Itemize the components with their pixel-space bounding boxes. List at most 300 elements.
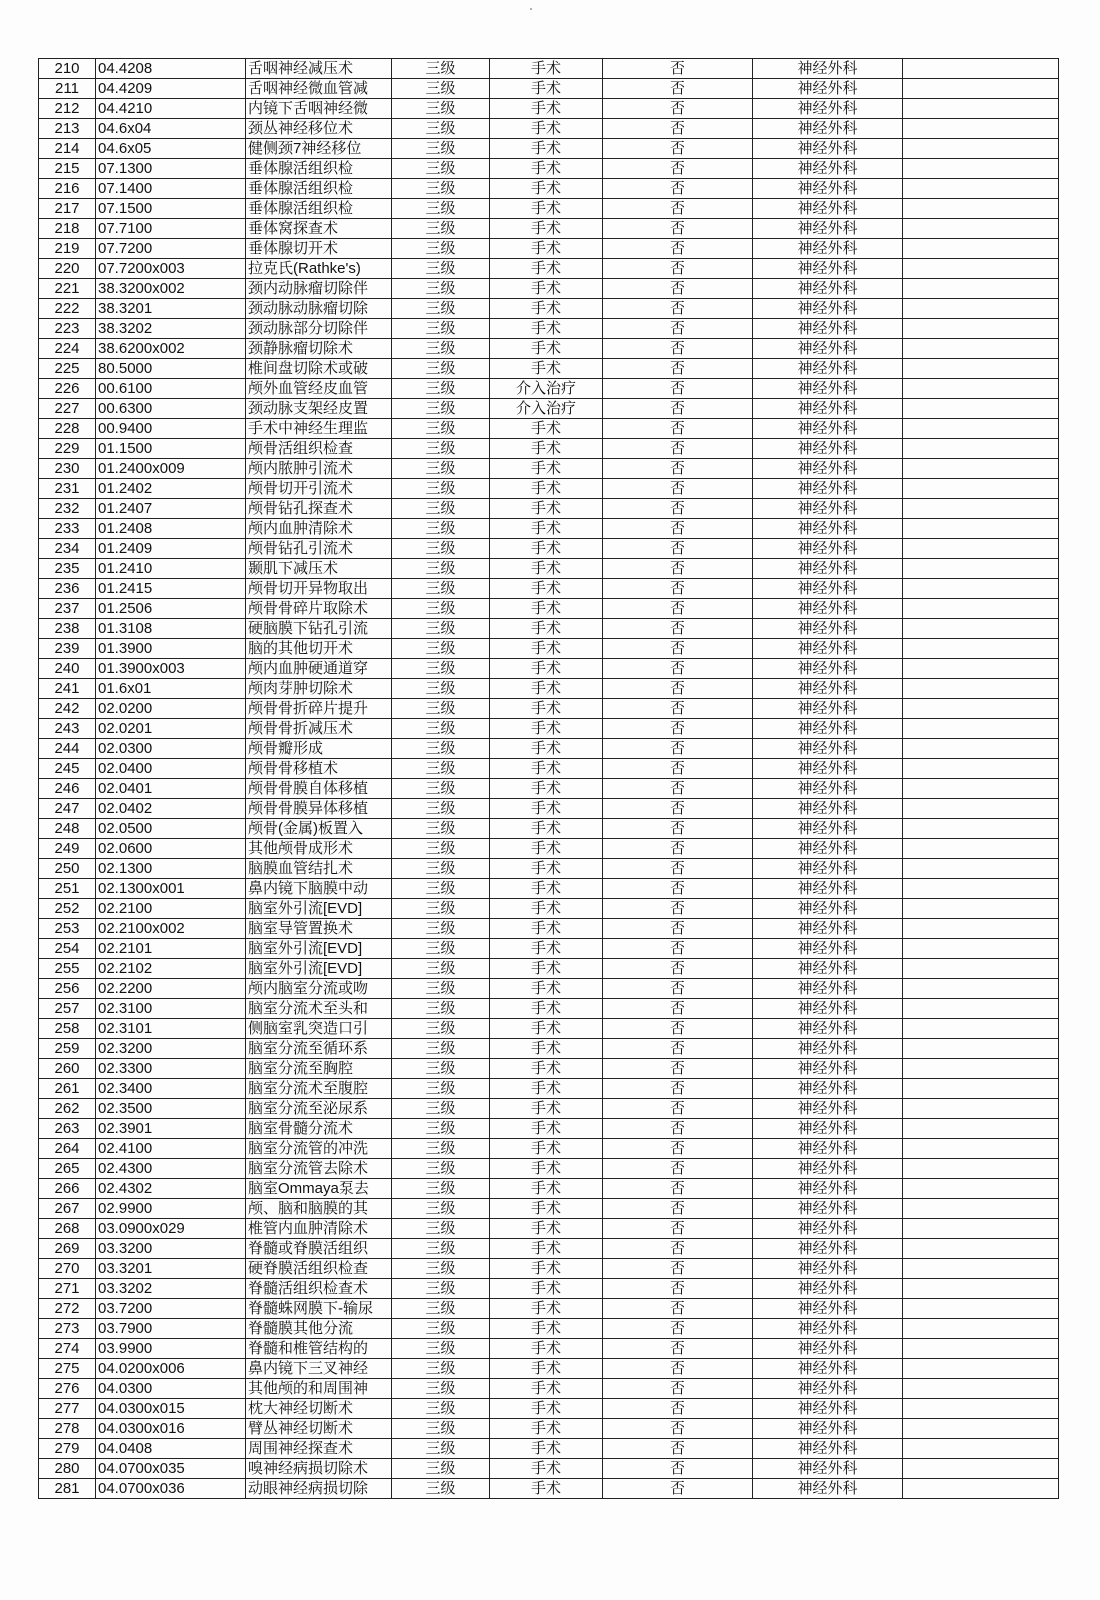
row-number-cell: 233: [39, 519, 96, 539]
row-number-cell: 271: [39, 1279, 96, 1299]
table-row: [39, 959, 1059, 979]
grade-level-cell: 三级: [392, 1459, 490, 1479]
yes-no-cell: 否: [603, 559, 753, 579]
table-row: [39, 1439, 1059, 1459]
category-cell: 手术: [490, 839, 603, 859]
category-cell: 手术: [490, 959, 603, 979]
table-row: [39, 1279, 1059, 1299]
yes-no-cell: 否: [603, 459, 753, 479]
empty-cell: [903, 419, 1059, 439]
department-cell: 神经外科: [753, 999, 903, 1019]
procedure-name-cell: 颅内脑室分流或吻: [246, 979, 392, 999]
yes-no-cell: 否: [603, 1239, 753, 1259]
table-row: [39, 1319, 1059, 1339]
yes-no-cell: 否: [603, 1079, 753, 1099]
row-number-cell: 258: [39, 1019, 96, 1039]
procedure-name-cell: 椎间盘切除术或破: [246, 359, 392, 379]
table-row: [39, 739, 1059, 759]
category-cell: 手术: [490, 59, 603, 79]
category-cell: 手术: [490, 899, 603, 919]
procedure-code-cell: 02.3300: [96, 1059, 246, 1079]
department-cell: 神经外科: [753, 979, 903, 999]
empty-cell: [903, 1239, 1059, 1259]
procedure-code-cell: 38.3201: [96, 299, 246, 319]
procedure-code-cell: 07.1500: [96, 199, 246, 219]
grade-level-cell: 三级: [392, 199, 490, 219]
empty-cell: [903, 1119, 1059, 1139]
procedure-name-cell: 脑的其他切开术: [246, 639, 392, 659]
department-cell: 神经外科: [753, 1279, 903, 1299]
grade-level-cell: 三级: [392, 1059, 490, 1079]
grade-level-cell: 三级: [392, 359, 490, 379]
yes-no-cell: 否: [603, 939, 753, 959]
department-cell: 神经外科: [753, 219, 903, 239]
category-cell: 手术: [490, 759, 603, 779]
procedure-name-cell: 鼻内镜下三叉神经: [246, 1359, 392, 1379]
empty-cell: [903, 1259, 1059, 1279]
category-cell: 手术: [490, 939, 603, 959]
category-cell: 手术: [490, 879, 603, 899]
table-row: [39, 1039, 1059, 1059]
grade-level-cell: 三级: [392, 59, 490, 79]
category-cell: 手术: [490, 619, 603, 639]
empty-cell: [903, 759, 1059, 779]
procedure-code-cell: 04.6x05: [96, 139, 246, 159]
procedure-name-cell: 垂体腺活组织检: [246, 199, 392, 219]
department-cell: 神经外科: [753, 599, 903, 619]
department-cell: 神经外科: [753, 499, 903, 519]
yes-no-cell: 否: [603, 419, 753, 439]
yes-no-cell: 否: [603, 219, 753, 239]
department-cell: 神经外科: [753, 839, 903, 859]
row-number-cell: 261: [39, 1079, 96, 1099]
procedure-code-cell: 01.3108: [96, 619, 246, 639]
empty-cell: [903, 519, 1059, 539]
procedure-name-cell: 颈动脉动脉瘤切除: [246, 299, 392, 319]
row-number-cell: 255: [39, 959, 96, 979]
grade-level-cell: 三级: [392, 559, 490, 579]
department-cell: 神经外科: [753, 459, 903, 479]
row-number-cell: 226: [39, 379, 96, 399]
procedure-code-cell: 02.0300: [96, 739, 246, 759]
empty-cell: [903, 259, 1059, 279]
grade-level-cell: 三级: [392, 1139, 490, 1159]
row-number-cell: 270: [39, 1259, 96, 1279]
grade-level-cell: 三级: [392, 99, 490, 119]
procedure-code-cell: 01.2410: [96, 559, 246, 579]
category-cell: 手术: [490, 459, 603, 479]
procedure-name-cell: 颅、脑和脑膜的其: [246, 1199, 392, 1219]
category-cell: 手术: [490, 1059, 603, 1079]
empty-cell: [903, 379, 1059, 399]
procedure-name-cell: 垂体腺切开术: [246, 239, 392, 259]
department-cell: 神经外科: [753, 1319, 903, 1339]
yes-no-cell: 否: [603, 479, 753, 499]
procedure-code-cell: 04.4209: [96, 79, 246, 99]
empty-cell: [903, 1359, 1059, 1379]
table-row: [39, 59, 1059, 79]
category-cell: 手术: [490, 1419, 603, 1439]
row-number-cell: 272: [39, 1299, 96, 1319]
empty-cell: [903, 159, 1059, 179]
empty-cell: [903, 1419, 1059, 1439]
grade-level-cell: 三级: [392, 879, 490, 899]
empty-cell: [903, 1159, 1059, 1179]
empty-cell: [903, 859, 1059, 879]
category-cell: 手术: [490, 1459, 603, 1479]
empty-cell: [903, 539, 1059, 559]
row-number-cell: 242: [39, 699, 96, 719]
row-number-cell: 253: [39, 919, 96, 939]
grade-level-cell: 三级: [392, 79, 490, 99]
table-body: [39, 59, 1059, 1499]
table-row: [39, 79, 1059, 99]
row-number-cell: 216: [39, 179, 96, 199]
department-cell: 神经外科: [753, 259, 903, 279]
row-number-cell: 241: [39, 679, 96, 699]
yes-no-cell: 否: [603, 899, 753, 919]
table-row: [39, 119, 1059, 139]
yes-no-cell: 否: [603, 839, 753, 859]
grade-level-cell: 三级: [392, 659, 490, 679]
procedure-name-cell: 颈动脉部分切除伴: [246, 319, 392, 339]
table-row: [39, 1479, 1059, 1499]
table-row: [39, 879, 1059, 899]
procedure-code-cell: 04.6x04: [96, 119, 246, 139]
procedure-name-cell: 舌咽神经减压术: [246, 59, 392, 79]
procedure-code-cell: 02.4302: [96, 1179, 246, 1199]
category-cell: 手术: [490, 1199, 603, 1219]
empty-cell: [903, 1319, 1059, 1339]
yes-no-cell: 否: [603, 1379, 753, 1399]
category-cell: 手术: [490, 139, 603, 159]
procedure-code-cell: 03.3200: [96, 1239, 246, 1259]
grade-level-cell: 三级: [392, 619, 490, 639]
procedure-name-cell: 颅骨钻孔引流术: [246, 539, 392, 559]
row-number-cell: 232: [39, 499, 96, 519]
table-row: [39, 1119, 1059, 1139]
procedure-code-cell: 00.9400: [96, 419, 246, 439]
procedure-name-cell: 嗅神经病损切除术: [246, 1459, 392, 1479]
procedure-code-cell: 00.6100: [96, 379, 246, 399]
grade-level-cell: 三级: [392, 399, 490, 419]
procedure-name-cell: 颅骨骨膜自体移植: [246, 779, 392, 799]
table-row: [39, 1299, 1059, 1319]
table-row: [39, 539, 1059, 559]
department-cell: 神经外科: [753, 119, 903, 139]
row-number-cell: 264: [39, 1139, 96, 1159]
procedure-code-cell: 03.7900: [96, 1319, 246, 1339]
grade-level-cell: 三级: [392, 999, 490, 1019]
table-row: [39, 339, 1059, 359]
procedure-code-cell: 01.2409: [96, 539, 246, 559]
table-row: [39, 279, 1059, 299]
empty-cell: [903, 1299, 1059, 1319]
procedure-name-cell: 臂丛神经切断术: [246, 1419, 392, 1439]
empty-cell: [903, 439, 1059, 459]
category-cell: 手术: [490, 519, 603, 539]
procedure-name-cell: 脑室外引流[EVD]: [246, 899, 392, 919]
row-number-cell: 247: [39, 799, 96, 819]
category-cell: 手术: [490, 1339, 603, 1359]
empty-cell: [903, 319, 1059, 339]
grade-level-cell: 三级: [392, 299, 490, 319]
department-cell: 神经外科: [753, 899, 903, 919]
department-cell: 神经外科: [753, 659, 903, 679]
category-cell: 手术: [490, 419, 603, 439]
category-cell: 手术: [490, 1079, 603, 1099]
procedure-name-cell: 颅肉芽肿切除术: [246, 679, 392, 699]
department-cell: 神经外科: [753, 1179, 903, 1199]
procedure-name-cell: 鼻内镜下脑膜中动: [246, 879, 392, 899]
table-row: [39, 799, 1059, 819]
row-number-cell: 229: [39, 439, 96, 459]
procedure-code-cell: 38.3202: [96, 319, 246, 339]
category-cell: 手术: [490, 159, 603, 179]
department-cell: 神经外科: [753, 1379, 903, 1399]
row-number-cell: 260: [39, 1059, 96, 1079]
grade-level-cell: 三级: [392, 119, 490, 139]
procedure-code-cell: 02.3901: [96, 1119, 246, 1139]
category-cell: 介入治疗: [490, 399, 603, 419]
row-number-cell: 251: [39, 879, 96, 899]
row-number-cell: 235: [39, 559, 96, 579]
procedure-code-cell: 02.2200: [96, 979, 246, 999]
yes-no-cell: 否: [603, 979, 753, 999]
yes-no-cell: 否: [603, 679, 753, 699]
department-cell: 神经外科: [753, 919, 903, 939]
yes-no-cell: 否: [603, 639, 753, 659]
row-number-cell: 221: [39, 279, 96, 299]
empty-cell: [903, 219, 1059, 239]
grade-level-cell: 三级: [392, 739, 490, 759]
procedure-code-cell: 01.6x01: [96, 679, 246, 699]
procedure-name-cell: 颅骨(金属)板置入: [246, 819, 392, 839]
procedure-code-cell: 07.7200: [96, 239, 246, 259]
procedure-code-cell: 80.5000: [96, 359, 246, 379]
empty-cell: [903, 79, 1059, 99]
department-cell: 神经外科: [753, 1139, 903, 1159]
procedure-code-cell: 02.1300x001: [96, 879, 246, 899]
category-cell: 手术: [490, 1259, 603, 1279]
procedure-name-cell: 颅外血管经皮血管: [246, 379, 392, 399]
procedure-name-cell: 脑室分流管的冲洗: [246, 1139, 392, 1159]
category-cell: 手术: [490, 1119, 603, 1139]
row-number-cell: 210: [39, 59, 96, 79]
table-row: [39, 719, 1059, 739]
empty-cell: [903, 1459, 1059, 1479]
procedure-name-cell: 脑室外引流[EVD]: [246, 959, 392, 979]
table-row: [39, 379, 1059, 399]
row-number-cell: 276: [39, 1379, 96, 1399]
table-row: [39, 699, 1059, 719]
yes-no-cell: 否: [603, 1439, 753, 1459]
table-row: [39, 419, 1059, 439]
category-cell: 手术: [490, 1379, 603, 1399]
table-row: [39, 1059, 1059, 1079]
yes-no-cell: 否: [603, 879, 753, 899]
grade-level-cell: 三级: [392, 979, 490, 999]
department-cell: 神经外科: [753, 959, 903, 979]
procedure-name-cell: 其他颅骨成形术: [246, 839, 392, 859]
table-row: [39, 159, 1059, 179]
table-row: [39, 639, 1059, 659]
procedure-code-cell: 02.4100: [96, 1139, 246, 1159]
department-cell: 神经外科: [753, 1399, 903, 1419]
table-row: [39, 359, 1059, 379]
category-cell: 手术: [490, 99, 603, 119]
row-number-cell: 254: [39, 939, 96, 959]
grade-level-cell: 三级: [392, 319, 490, 339]
table-row: [39, 979, 1059, 999]
yes-no-cell: 否: [603, 619, 753, 639]
grade-level-cell: 三级: [392, 1199, 490, 1219]
yes-no-cell: 否: [603, 719, 753, 739]
grade-level-cell: 三级: [392, 259, 490, 279]
department-cell: 神经外科: [753, 1039, 903, 1059]
grade-level-cell: 三级: [392, 1339, 490, 1359]
table-row: [39, 819, 1059, 839]
yes-no-cell: 否: [603, 699, 753, 719]
procedure-name-cell: 脑室分流至循环系: [246, 1039, 392, 1059]
department-cell: 神经外科: [753, 239, 903, 259]
category-cell: 手术: [490, 919, 603, 939]
department-cell: 神经外科: [753, 579, 903, 599]
procedure-name-cell: 枕大神经切断术: [246, 1399, 392, 1419]
procedure-name-cell: 颈动脉支架经皮置: [246, 399, 392, 419]
procedure-name-cell: 垂体腺活组织检: [246, 179, 392, 199]
table-row: [39, 199, 1059, 219]
grade-level-cell: 三级: [392, 779, 490, 799]
category-cell: 手术: [490, 739, 603, 759]
department-cell: 神经外科: [753, 779, 903, 799]
grade-level-cell: 三级: [392, 519, 490, 539]
procedure-name-cell: 健侧颈7神经移位: [246, 139, 392, 159]
row-number-cell: 228: [39, 419, 96, 439]
procedure-code-cell: 02.2100x002: [96, 919, 246, 939]
procedure-code-cell: 01.2415: [96, 579, 246, 599]
yes-no-cell: 否: [603, 259, 753, 279]
row-number-cell: 220: [39, 259, 96, 279]
category-cell: 手术: [490, 279, 603, 299]
department-cell: 神经外科: [753, 399, 903, 419]
category-cell: 手术: [490, 479, 603, 499]
procedure-code-cell: 04.4208: [96, 59, 246, 79]
category-cell: 手术: [490, 599, 603, 619]
yes-no-cell: 否: [603, 1359, 753, 1379]
yes-no-cell: 否: [603, 99, 753, 119]
grade-level-cell: 三级: [392, 1219, 490, 1239]
empty-cell: [903, 739, 1059, 759]
procedure-code-cell: 04.0300x015: [96, 1399, 246, 1419]
procedure-code-cell: 01.2407: [96, 499, 246, 519]
department-cell: 神经外科: [753, 1239, 903, 1259]
row-number-cell: 243: [39, 719, 96, 739]
procedure-code-cell: 02.0600: [96, 839, 246, 859]
row-number-cell: 230: [39, 459, 96, 479]
yes-no-cell: 否: [603, 1099, 753, 1119]
procedure-name-cell: 脑室分流术至腹腔: [246, 1079, 392, 1099]
empty-cell: [903, 1059, 1059, 1079]
yes-no-cell: 否: [603, 1299, 753, 1319]
grade-level-cell: 三级: [392, 1299, 490, 1319]
grade-level-cell: 三级: [392, 759, 490, 779]
procedure-name-cell: 拉克氏(Rathke's): [246, 259, 392, 279]
empty-cell: [903, 699, 1059, 719]
table-row: [39, 1079, 1059, 1099]
row-number-cell: 262: [39, 1099, 96, 1119]
empty-cell: [903, 499, 1059, 519]
procedure-code-cell: 02.0500: [96, 819, 246, 839]
row-number-cell: 250: [39, 859, 96, 879]
row-number-cell: 263: [39, 1119, 96, 1139]
row-number-cell: 266: [39, 1179, 96, 1199]
procedure-code-cell: 02.3400: [96, 1079, 246, 1099]
yes-no-cell: 否: [603, 519, 753, 539]
empty-cell: [903, 839, 1059, 859]
category-cell: 手术: [490, 199, 603, 219]
procedure-name-cell: 垂体窝探查术: [246, 219, 392, 239]
row-number-cell: 277: [39, 1399, 96, 1419]
row-number-cell: 268: [39, 1219, 96, 1239]
table-row: [39, 99, 1059, 119]
grade-level-cell: 三级: [392, 179, 490, 199]
row-number-cell: 213: [39, 119, 96, 139]
grade-level-cell: 三级: [392, 799, 490, 819]
empty-cell: [903, 1079, 1059, 1099]
table-row: [39, 1259, 1059, 1279]
empty-cell: [903, 659, 1059, 679]
procedure-name-cell: 硬脑膜下钻孔引流: [246, 619, 392, 639]
department-cell: 神经外科: [753, 1079, 903, 1099]
empty-cell: [903, 639, 1059, 659]
row-number-cell: 225: [39, 359, 96, 379]
yes-no-cell: 否: [603, 339, 753, 359]
procedure-code-cell: 07.7100: [96, 219, 246, 239]
yes-no-cell: 否: [603, 1479, 753, 1499]
row-number-cell: 274: [39, 1339, 96, 1359]
yes-no-cell: 否: [603, 1199, 753, 1219]
category-cell: 手术: [490, 1039, 603, 1059]
department-cell: 神经外科: [753, 1199, 903, 1219]
yes-no-cell: 否: [603, 1159, 753, 1179]
yes-no-cell: 否: [603, 1259, 753, 1279]
department-cell: 神经外科: [753, 1479, 903, 1499]
row-number-cell: 222: [39, 299, 96, 319]
category-cell: 手术: [490, 1439, 603, 1459]
empty-cell: [903, 1039, 1059, 1059]
department-cell: 神经外科: [753, 1099, 903, 1119]
department-cell: 神经外科: [753, 1059, 903, 1079]
table-row: [39, 1399, 1059, 1419]
empty-cell: [903, 619, 1059, 639]
procedure-code-cell: 07.1300: [96, 159, 246, 179]
procedure-code-cell: 03.3201: [96, 1259, 246, 1279]
yes-no-cell: 否: [603, 1219, 753, 1239]
table-row: [39, 139, 1059, 159]
empty-cell: [903, 679, 1059, 699]
procedure-name-cell: 侧脑室乳突造口引: [246, 1019, 392, 1039]
department-cell: 神经外科: [753, 539, 903, 559]
empty-cell: [903, 979, 1059, 999]
procedure-name-cell: 颅骨骨移植术: [246, 759, 392, 779]
grade-level-cell: 三级: [392, 479, 490, 499]
table-row: [39, 939, 1059, 959]
department-cell: 神经外科: [753, 1419, 903, 1439]
procedure-name-cell: 颈丛神经移位术: [246, 119, 392, 139]
empty-cell: [903, 1399, 1059, 1419]
row-number-cell: 275: [39, 1359, 96, 1379]
